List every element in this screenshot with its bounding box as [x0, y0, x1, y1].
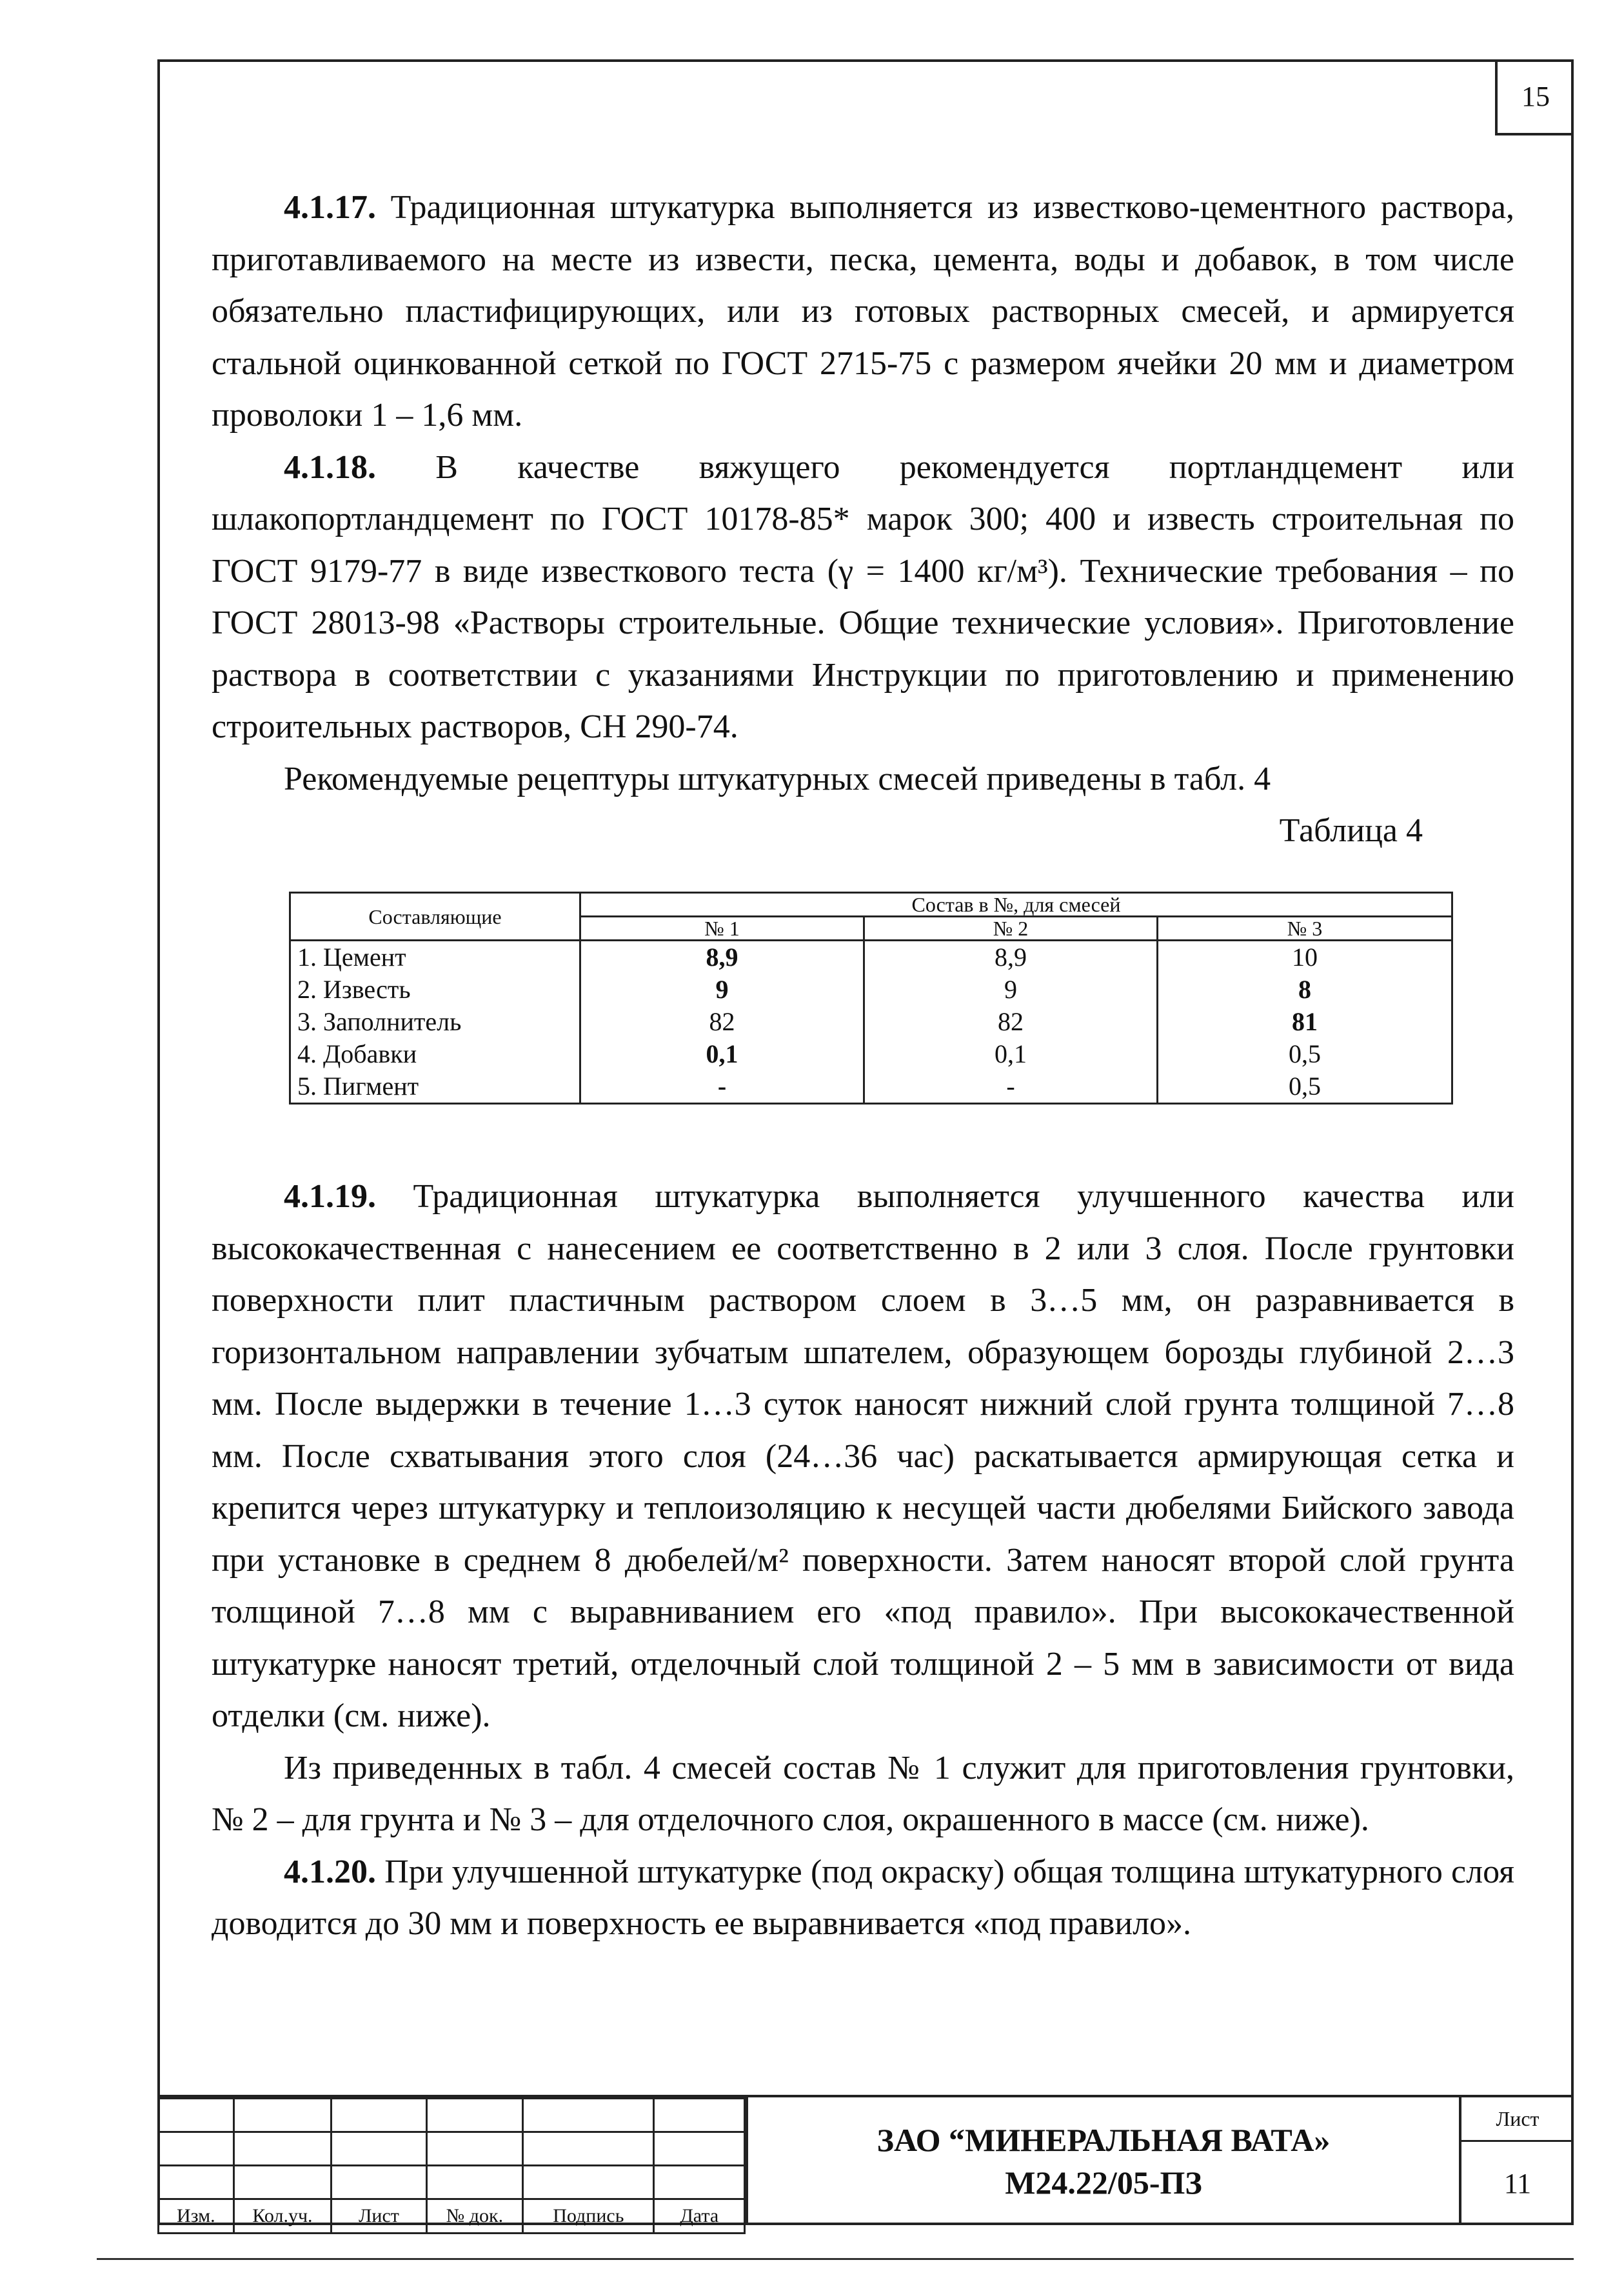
organization-name: ЗАО “МИНЕРАЛЬНАЯ ВАТА»: [876, 2122, 1331, 2158]
paragraph-4-1-18: [212, 442, 1514, 754]
component-name: 3. Заполнитель: [290, 1006, 580, 1038]
bottom-rule: [97, 2258, 1574, 2260]
component-name: 1. Цемент: [290, 941, 580, 974]
clause-number: 4.1.18.: [284, 448, 376, 486]
mix-3-value: 0,5: [1158, 1070, 1452, 1104]
mix-2-value: 8,9: [864, 941, 1158, 974]
body-text-bottom: [212, 1171, 1514, 1950]
sheet-label: Лист: [1461, 2097, 1574, 2142]
paragraph-mix-usage: [212, 1743, 1514, 1846]
stamp-label-count: Кол.уч.: [233, 2199, 332, 2234]
clause-number: 4.1.19.: [284, 1178, 376, 1215]
mix-2-value: 82: [864, 1006, 1158, 1038]
table-row: [290, 1070, 1452, 1104]
stamp-label-signature: Подпись: [523, 2199, 654, 2234]
paragraph-text: Традиционная штукатурка выполняется улучшенного качества или высококачественная с нанесением ее соответственно в 2 или 3 слоя. После грунтовки поверхности плит пластичным раствором слоем в 3…5 мм, он разравнивается в горизонтальном направлении зубчатым шпателем, образующем борозды глубиной 2…3 мм. После выдержки в течение 1…3 суток наносят нижний слой грунта толщиной 7…8 мм. После схватывания этого слоя (24…36 час) раскатывается армирующая сетка и крепится через штукатурку и теплоизоляцию к несущей части дюбелями Бийского завода при установке в среднем 8 дюбелей/м² поверхности. Затем наносят второй слой грунта толщиной 7…8 мм с выравниванием его «под правило». При высококачественной штукатурке наносят третий, отделочный слой толщиной 2 – 5 мм в зависимости от вида отделки (см. ниже).: [212, 1178, 1514, 1734]
component-name: 5. Пигмент: [290, 1070, 580, 1104]
table-caption: Таблица 4: [1279, 812, 1423, 849]
recipe-table-wrapper: [289, 892, 1451, 1105]
paragraph-4-1-17: [212, 182, 1514, 442]
mix-3-value: 8: [1158, 974, 1452, 1006]
paragraph-text: Рекомендуемые рецептуры штукатурных смесей приведены в табл. 4: [284, 760, 1271, 797]
paragraph-text: Традиционная штукатурка выполняется из известково-цементного раствора, приготавливаемого на месте из извести, песка, цемента, воды и добавок, в том числе обязательно пластифицирующих, или из готовых растворных смесей, и армируется стальной оцинкованной сеткой по ГОСТ 2715-75 с размером ячейки 20 мм и диаметром проволоки 1 – 1,6 мм.: [212, 189, 1514, 434]
mix-3-value: 81: [1158, 1006, 1452, 1038]
component-name: 2. Известь: [290, 974, 580, 1006]
mix-2-value: 9: [864, 974, 1158, 1006]
paragraph-4-1-19: [212, 1171, 1514, 1743]
body-text-top: [212, 182, 1514, 857]
paragraph-text: Из приведенных в табл. 4 смесей состав № 1 служит для приготовления грунтовки, № 2 – для грунта и № 3 – для отделочного слоя, окрашенного в массе (см. ниже).: [212, 1749, 1514, 1838]
table-row: [290, 941, 1452, 974]
table-row: [290, 1038, 1452, 1070]
header-mix-3: № 3: [1158, 917, 1452, 941]
component-name: 4. Добавки: [290, 1038, 580, 1070]
mix-2-value: 0,1: [864, 1038, 1158, 1070]
header-mix-1: № 1: [580, 917, 864, 941]
mix-1-value: 8,9: [580, 941, 864, 974]
stamp-label-sheet: Лист: [332, 2199, 426, 2234]
paragraph-text: При улучшенной штукатурке (под окраску) общая толщина штукатурного слоя доводится до 30 мм и поверхность ее выравнивается «под правило».: [212, 1853, 1514, 1942]
table-row: [290, 974, 1452, 1006]
paragraph-text: В качестве вяжущего рекомендуется портландцемент или шлакопортландцемент по ГОСТ 10178-85* марок 300; 400 и известь строительная по ГОСТ 9179-77 в виде известкового теста (γ = 1400 кг/м³). Технические требования – по ГОСТ 28013-98 «Растворы строительные. Общие технические условия». Приготовление раствора в соответствии с указаниями Инструкции по приготовлению и применению строительных растворов, СН 290-74.: [212, 448, 1514, 745]
mix-3-value: 10: [1158, 941, 1452, 974]
header-mix-2: № 2: [864, 917, 1158, 941]
revision-grid: [157, 2097, 746, 2234]
stamp-label-doc-number: № док.: [426, 2199, 522, 2234]
mix-1-value: 0,1: [580, 1038, 864, 1070]
mix-1-value: -: [580, 1070, 864, 1104]
clause-number: 4.1.17.: [284, 189, 376, 226]
mix-3-value: 0,5: [1158, 1038, 1452, 1070]
stamp-label-change: Изм.: [159, 2199, 234, 2234]
table-row: [290, 1006, 1452, 1038]
stamp-label-date: Дата: [654, 2199, 745, 2234]
title-block: [157, 2095, 1574, 2225]
clause-number: 4.1.20.: [284, 1853, 376, 1890]
paragraph-4-1-20: [212, 1846, 1514, 1950]
mix-1-value: 9: [580, 974, 864, 1006]
recipe-table: [289, 892, 1453, 1105]
document-code: М24.22/05-ПЗ: [1005, 2164, 1202, 2201]
paragraph-table-intro: [212, 754, 1514, 806]
header-components: Составляющие: [290, 893, 580, 941]
stamp-sheet-cell: [1461, 2097, 1574, 2225]
header-mix-group: Состав в №, для смесей: [580, 893, 1452, 917]
mix-1-value: 82: [580, 1006, 864, 1038]
page-number: 15: [1495, 59, 1574, 135]
mix-2-value: -: [864, 1070, 1158, 1104]
stamp-title: [746, 2097, 1461, 2225]
sheet-value: 11: [1503, 2168, 1532, 2199]
